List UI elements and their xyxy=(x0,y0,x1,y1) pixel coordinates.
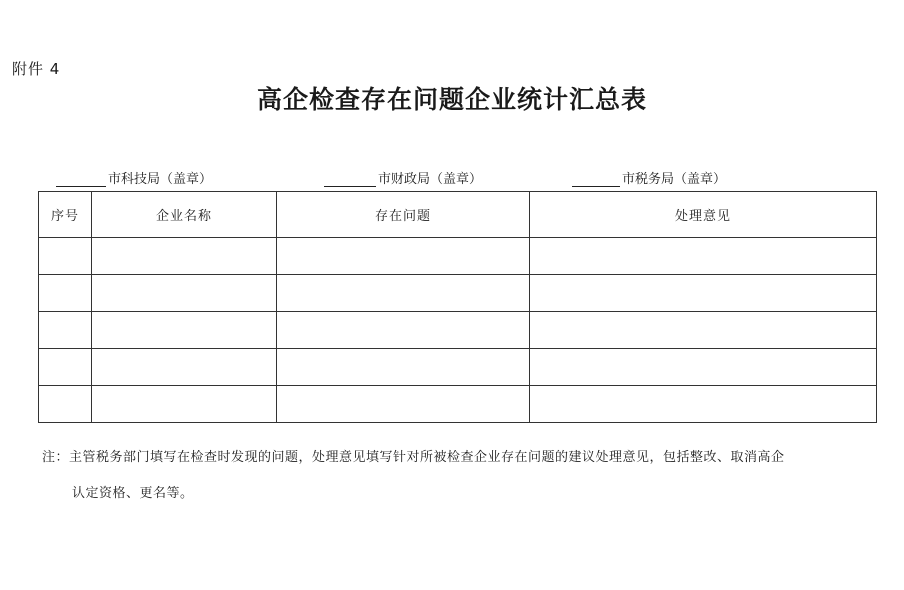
table-row xyxy=(39,386,877,423)
table-row xyxy=(39,238,877,275)
table-row xyxy=(39,349,877,386)
table-cell xyxy=(277,349,530,386)
table-cell xyxy=(39,238,92,275)
header-opinion: 处理意见 xyxy=(530,192,877,238)
table-cell xyxy=(277,312,530,349)
table-cell xyxy=(92,386,277,423)
seal-tax-bureau xyxy=(572,168,726,187)
table-cell xyxy=(39,386,92,423)
table-cell xyxy=(530,238,877,275)
table-cell xyxy=(92,312,277,349)
seal-label: 市科技局（盖章） xyxy=(108,172,213,187)
table-cell xyxy=(530,275,877,312)
seal-science-bureau xyxy=(56,168,212,187)
footnote xyxy=(42,440,892,512)
table-row xyxy=(39,275,877,312)
table-cell xyxy=(39,275,92,312)
seal-blank xyxy=(572,172,620,187)
table-cell xyxy=(277,238,530,275)
table-cell xyxy=(530,312,877,349)
seal-blank xyxy=(56,172,106,187)
table-cell xyxy=(530,349,877,386)
table-cell xyxy=(39,312,92,349)
table-cell xyxy=(530,386,877,423)
page-title: 高企检查存在问题企业统计汇总表 xyxy=(256,85,647,114)
summary-table xyxy=(38,191,877,423)
seal-line xyxy=(0,168,904,190)
table-row xyxy=(39,312,877,349)
table-cell xyxy=(277,275,530,312)
table-cell xyxy=(39,349,92,386)
table-cell xyxy=(92,275,277,312)
seal-label: 市税务局（盖章） xyxy=(622,172,727,187)
header-issues: 存在问题 xyxy=(277,192,530,238)
attachment-label: 附件 4 xyxy=(12,60,61,78)
header-company-name: 企业名称 xyxy=(92,192,277,238)
seal-blank xyxy=(324,172,376,187)
footnote-line-1: 注：主管税务部门填写在检查时发现的问题，处理意见填写针对所被检查企业存在问题的建议处理意见，包括整改、取消高企 xyxy=(42,450,785,465)
table-cell xyxy=(92,238,277,275)
footnote-line-2: 认定资格、更名等。 xyxy=(72,486,194,501)
header-seq: 序号 xyxy=(39,192,92,238)
table-header-row xyxy=(39,192,877,238)
table-cell xyxy=(277,386,530,423)
seal-finance-bureau xyxy=(324,168,482,187)
seal-label: 市财政局（盖章） xyxy=(378,172,483,187)
table-cell xyxy=(92,349,277,386)
